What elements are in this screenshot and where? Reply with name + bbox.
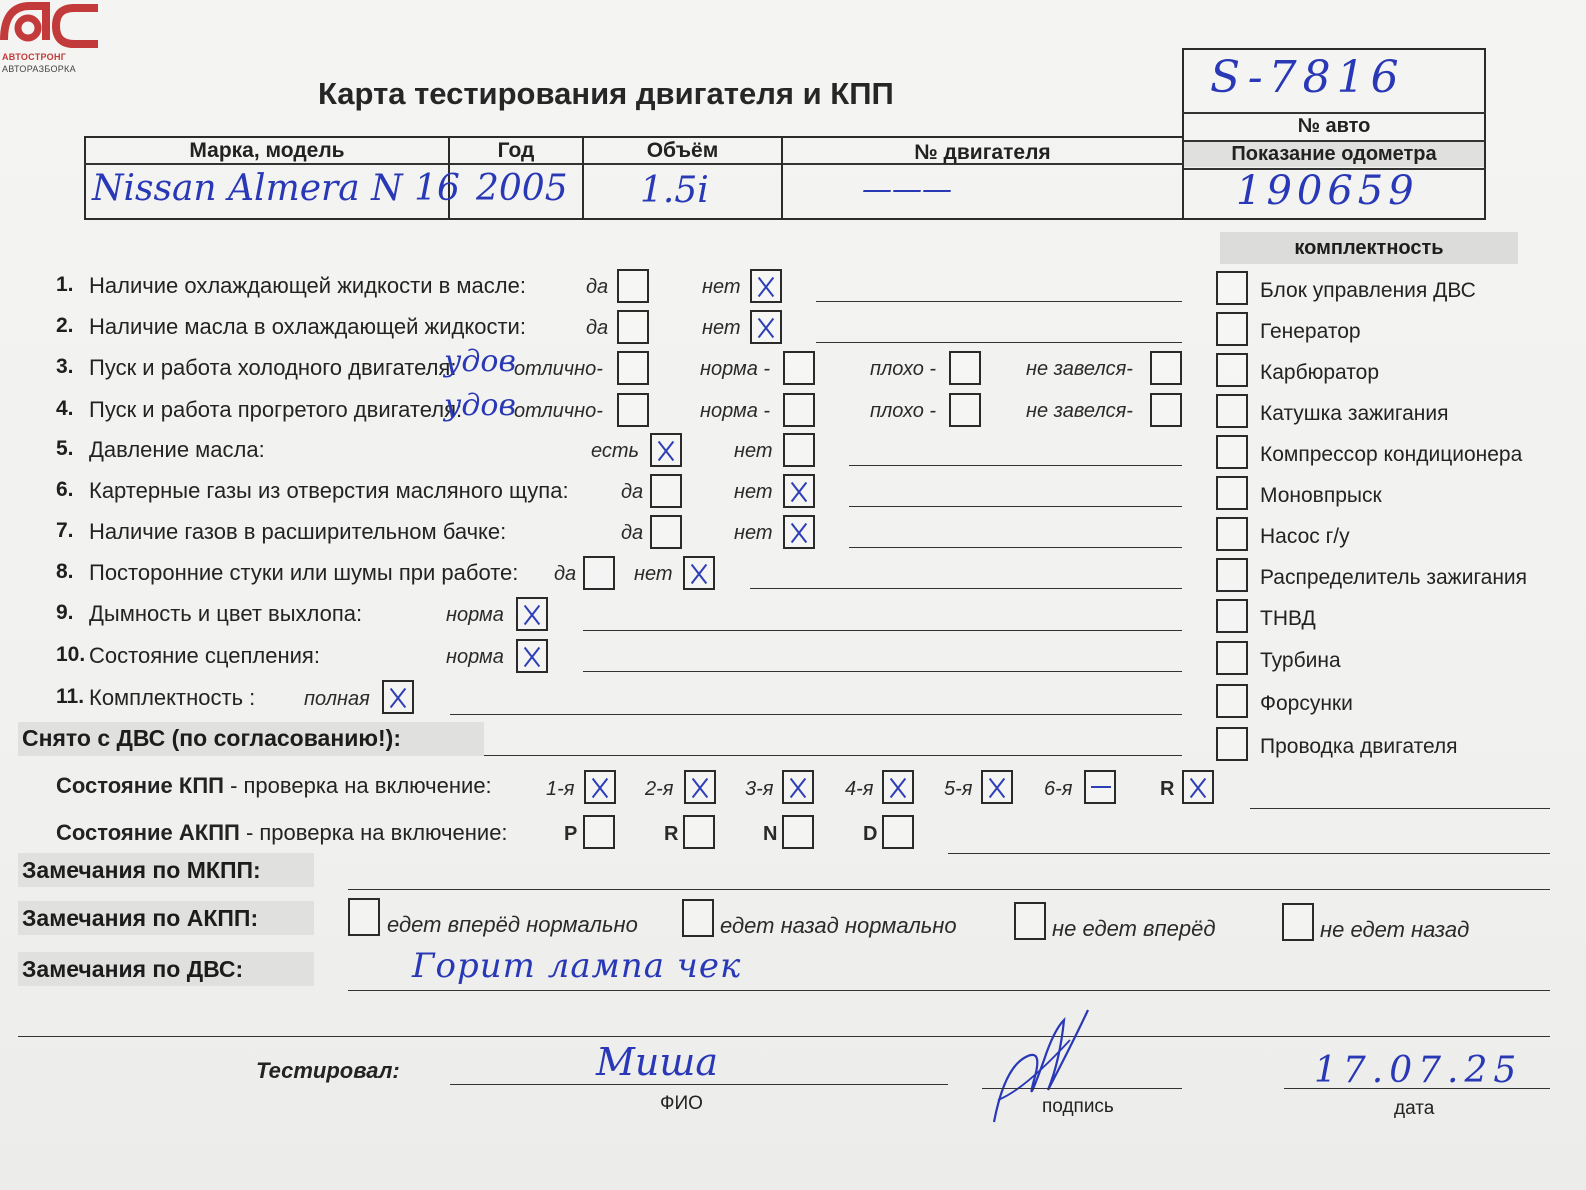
akpp-label [56, 820, 508, 846]
mode-checkbox[interactable] [782, 815, 814, 849]
signature-line [982, 1088, 1182, 1089]
answer-checkbox[interactable] [650, 515, 682, 549]
question-number: 5. [56, 437, 74, 460]
remarks-mkpp-label: Замечания по МКПП: [22, 857, 261, 883]
answer-checkbox[interactable] [617, 269, 649, 303]
option-label: нет [734, 440, 773, 462]
answer-checkbox-checked[interactable] [382, 680, 414, 714]
remarks-line [348, 990, 1550, 991]
engine-no-value: ——— [862, 172, 952, 207]
page-title: Карта тестирования двигателя и КПП [318, 76, 894, 111]
comment-line [849, 506, 1182, 507]
remarks-akpp-label: Замечания по АКПП: [22, 905, 259, 931]
answer-checkbox[interactable] [783, 351, 815, 385]
gear-checkbox-checked[interactable] [782, 770, 814, 804]
gear-label: 4-я [845, 778, 874, 800]
kpp-label-bold: Состояние КПП [56, 773, 224, 798]
fio-label: ФИО [660, 1093, 703, 1114]
completeness-checkbox[interactable] [1216, 312, 1248, 346]
gear-label: 3-я [745, 778, 774, 800]
divider [1182, 112, 1486, 114]
completeness-header: комплектность [1220, 232, 1518, 264]
question-number: 2. [56, 314, 74, 337]
question-text: Посторонние стуки или шумы при работе: [89, 560, 519, 585]
completeness-checkbox[interactable] [1216, 684, 1248, 718]
option-label: нет [734, 481, 773, 503]
model-value: Nissan Almera N 16 [92, 168, 460, 209]
comment-line [750, 588, 1182, 589]
akpp-remark-label: не едет назад [1320, 917, 1470, 942]
kpp-label-rest: - проверка на включение: [223, 773, 492, 798]
akpp-remark-checkbox[interactable] [1014, 902, 1046, 940]
tested-by-label: Тестировал: [256, 1058, 400, 1083]
completeness-checkbox[interactable] [1216, 558, 1248, 592]
remarks-line [18, 1036, 1550, 1037]
answer-checkbox-checked[interactable] [750, 310, 782, 344]
col-header-volume: Объём [646, 139, 719, 162]
completeness-checkbox[interactable] [1216, 727, 1248, 761]
completeness-checkbox[interactable] [1216, 271, 1248, 305]
answer-checkbox[interactable] [783, 433, 815, 467]
gear-checkbox-checked[interactable] [584, 770, 616, 804]
kpp-label [56, 773, 492, 799]
logo-text: АВТОСТРОНГ [2, 52, 67, 62]
question-text: Давление масла: [89, 437, 265, 462]
option-label: да [554, 563, 577, 585]
gear-checkbox-checked[interactable] [882, 770, 914, 804]
completeness-checkbox[interactable] [1216, 599, 1248, 633]
completeness-label: Форсунки [1260, 692, 1353, 715]
completeness-checkbox[interactable] [1216, 517, 1248, 551]
option-label: плохо - [870, 358, 937, 380]
question-number: 6. [56, 478, 74, 501]
date-label: дата [1394, 1098, 1435, 1119]
answer-checkbox[interactable] [650, 474, 682, 508]
gear-label: R [1160, 778, 1175, 800]
comment-line [849, 547, 1182, 548]
comment-line [1250, 808, 1550, 809]
year-value: 2005 [476, 168, 568, 209]
akpp-remark-label: едет назад нормально [720, 913, 957, 938]
completeness-checkbox[interactable] [1216, 394, 1248, 428]
akpp-remark-checkbox[interactable] [682, 899, 714, 937]
comment-line [816, 301, 1182, 302]
option-label: не завелся- [1026, 400, 1133, 422]
question-number: 4. [56, 397, 74, 420]
question-number: 10. [56, 643, 86, 666]
completeness-label: Компрессор кондиционера [1260, 443, 1523, 466]
completeness-label: Блок управления ДВС [1260, 279, 1476, 302]
question-text: Дымность и цвет выхлопа: [89, 601, 363, 626]
question-number: 3. [56, 355, 74, 378]
name-line [450, 1084, 948, 1085]
comment-line [484, 755, 1182, 756]
akpp-label-rest: - проверка на включение: [239, 820, 508, 845]
gear-label: 5-я [944, 778, 973, 800]
signature-label: подпись [1042, 1096, 1114, 1117]
answer-checkbox[interactable] [783, 393, 815, 427]
gear-checkbox-checked[interactable] [981, 770, 1013, 804]
akpp-label-bold: Состояние АКПП [56, 820, 240, 845]
mode-checkbox[interactable] [683, 815, 715, 849]
completeness-checkbox[interactable] [1216, 435, 1248, 469]
question-number: 9. [56, 601, 74, 624]
option-label: норма - [700, 400, 771, 422]
gear-checkbox-checked[interactable] [1182, 770, 1214, 804]
completeness-label: Моновпрыск [1260, 484, 1382, 507]
question-number: 7. [56, 519, 74, 542]
question-text: Наличие масла в охлаждающей жидкости: [89, 314, 526, 339]
date-value: 17.07.25 [1314, 1050, 1523, 1091]
answer-checkbox[interactable] [617, 310, 649, 344]
option-label: да [621, 481, 644, 503]
question-text: Пуск и работа холодного двигателя: [89, 355, 457, 380]
comment-line [583, 671, 1182, 672]
mode-label: P [564, 823, 578, 845]
akpp-remark-checkbox[interactable] [348, 898, 380, 936]
option-label: не завелся- [1026, 358, 1133, 380]
option-label: нет [702, 317, 741, 339]
mode-checkbox[interactable] [882, 815, 914, 849]
completeness-label: Насос г/у [1260, 525, 1350, 548]
handwritten-note: удов [444, 388, 516, 423]
tester-name: Миша [596, 1040, 719, 1084]
option-label: нет [702, 276, 741, 298]
gear-checkbox-checked[interactable] [684, 770, 716, 804]
option-label: полная [304, 688, 370, 710]
completeness-checkbox[interactable] [1216, 641, 1248, 675]
option-label: отлично- [514, 358, 603, 380]
option-label: норма - [700, 358, 771, 380]
removed-label: Снято с ДВС (по согласованию!): [22, 725, 401, 751]
mode-checkbox[interactable] [583, 815, 615, 849]
question-text: Наличие газов в расширительном бачке: [89, 519, 507, 544]
comment-line [450, 714, 1182, 715]
akpp-remark-checkbox[interactable] [1282, 903, 1314, 941]
completeness-label: ТНВД [1260, 607, 1316, 630]
question-text: Пуск и работа прогретого двигателя: [89, 397, 463, 422]
option-label: плохо - [870, 400, 937, 422]
completeness-label: Катушка зажигания [1260, 402, 1449, 425]
answer-checkbox-checked[interactable] [516, 639, 548, 673]
question-text: Картерные газы из отверстия масляного щупа: [89, 478, 569, 503]
odometer-value: 190659 [1236, 168, 1419, 214]
comment-line [849, 465, 1182, 466]
comment-line [948, 853, 1550, 854]
akpp-remark-label: едет вперёд нормально [387, 912, 638, 937]
question-text: Наличие охлаждающей жидкости в масле: [89, 273, 526, 298]
option-label: норма [446, 604, 504, 626]
mode-label: R [664, 823, 679, 845]
option-label: есть [591, 440, 640, 462]
remarks-line [348, 889, 1550, 890]
answer-checkbox[interactable] [1150, 351, 1182, 385]
mode-label: N [763, 823, 778, 845]
completeness-checkbox[interactable] [1216, 476, 1248, 510]
question-number: 1. [56, 273, 74, 296]
gear-checkbox-na[interactable] [1084, 770, 1116, 804]
volume-value: 1.5i [640, 170, 709, 211]
option-label: нет [734, 522, 773, 544]
date-line [1284, 1088, 1550, 1089]
option-label: да [621, 522, 644, 544]
completeness-label: Турбина [1260, 649, 1341, 672]
gear-label: 2-я [645, 778, 674, 800]
option-label: да [586, 276, 609, 298]
logo-subtext: АВТОРАЗБОРКА [2, 64, 76, 74]
question-number: 11. [56, 685, 85, 708]
answer-checkbox[interactable] [617, 351, 649, 385]
answer-checkbox[interactable] [583, 556, 615, 590]
question-number: 8. [56, 560, 74, 583]
completeness-checkbox[interactable] [1216, 353, 1248, 387]
answer-checkbox-checked[interactable] [516, 597, 548, 631]
company-logo [0, 0, 110, 52]
ref-number: S-7816 [1210, 52, 1405, 103]
remarks-dvs-value: Горит лампа чек [412, 946, 742, 986]
answer-checkbox[interactable] [949, 393, 981, 427]
completeness-label: Генератор [1260, 320, 1361, 343]
answer-checkbox[interactable] [617, 393, 649, 427]
option-label: нет [634, 563, 673, 585]
option-label: норма [446, 646, 504, 668]
col-header-engine-no: № двигателя [914, 141, 1051, 164]
completeness-label: Распределитель зажигания [1260, 566, 1528, 589]
option-label: отлично- [514, 400, 603, 422]
comment-line [816, 342, 1182, 343]
remarks-dvs-label: Замечания по ДВС: [22, 956, 244, 982]
answer-checkbox-checked[interactable] [650, 433, 682, 467]
question-text: Состояние сцепления: [89, 643, 320, 668]
answer-checkbox[interactable] [1150, 393, 1182, 427]
completeness-label: Карбюратор [1260, 361, 1380, 384]
gear-label: 6-я [1044, 778, 1073, 800]
answer-checkbox-checked[interactable] [683, 556, 715, 590]
answer-checkbox-checked[interactable] [783, 515, 815, 549]
col-header-year: Год [497, 139, 535, 162]
comment-line [583, 630, 1182, 631]
answer-checkbox[interactable] [949, 351, 981, 385]
akpp-remark-label: не едет вперёд [1052, 916, 1216, 941]
question-text: Комплектность : [89, 685, 256, 710]
answer-checkbox-checked[interactable] [783, 474, 815, 508]
auto-no-label: № авто [1297, 115, 1371, 137]
mode-label: D [863, 823, 878, 845]
odometer-label: Показание одометра [1231, 143, 1437, 165]
gear-label: 1-я [546, 778, 575, 800]
answer-checkbox-checked[interactable] [750, 269, 782, 303]
col-header-model: Марка, модель [189, 139, 345, 162]
handwritten-note: удов [444, 344, 516, 379]
option-label: да [586, 317, 609, 339]
completeness-label: Проводка двигателя [1260, 735, 1458, 758]
